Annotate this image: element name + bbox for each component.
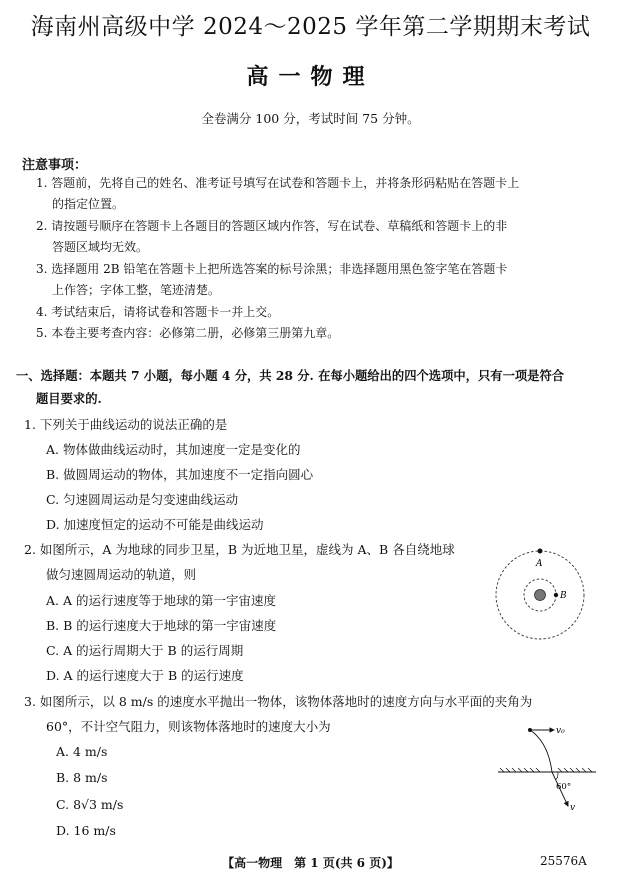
q2-option-a: A. A 的运行速度等于地球的第一宇宙速度: [46, 593, 276, 608]
label-a: A: [536, 559, 543, 569]
notice-line: 上作答；字体工整，笔迹清楚。: [52, 283, 221, 297]
notice-line: 3. 选择题用 2B 铅笔在答题卡上把所选答案的标号涂黑；非选择题用黑色签字笔在答题卡: [36, 262, 508, 276]
notice-line: 5. 本卷主要考查内容：必修第二册，必修第三册第九章。: [36, 326, 340, 340]
earth-icon: [535, 590, 546, 601]
label-v0: v₀: [556, 726, 565, 736]
q1-option-c: C. 匀速圆周运动是匀变速曲线运动: [46, 492, 239, 507]
q1-stem: 1. 下列关于曲线运动的说法正确的是: [24, 417, 228, 432]
subject-title: 高一物理: [246, 64, 375, 90]
notice-line: 2. 请按题号顺序在答题卡上各题目的答题区域内作答，写在试卷、草稿纸和答题卡上的非: [36, 219, 508, 233]
trajectory-curve: [530, 730, 552, 772]
label-b: B: [560, 591, 567, 601]
notice-line: 答题区域均无效。: [52, 240, 149, 254]
q1-option-a: A. 物体做曲线运动时，其加速度一定是变化的: [46, 442, 301, 457]
satellite-a-dot: [538, 549, 543, 554]
notice-line: 的指定位置。: [52, 197, 125, 211]
page-footer: [0, 854, 621, 871]
section-heading: 一、选择题：本题共 7 小题，每小题 4 分，共 28 分. 在每小题给出的四个选项中，只有一项是符合: [16, 368, 565, 383]
exam-title: 海南州高级中学 2024～2025 学年第二学期期末考试: [30, 14, 591, 40]
q3-option-c: C. 8√3 m/s: [56, 797, 124, 812]
projectile-figure: [496, 722, 606, 822]
q2-option-c: C. A 的运行周期大于 B 的运行周期: [46, 643, 244, 658]
label-angle: 60°: [556, 782, 572, 792]
ground-hatch: [500, 768, 592, 772]
satellite-b-dot: [554, 593, 558, 597]
exam-meta: 全卷满分 100 分，考试时间 75 分钟。: [201, 111, 420, 126]
q3-option-b: B. 8 m/s: [56, 770, 108, 785]
label-v: v: [570, 803, 576, 813]
notice-heading: 注意事项：: [22, 158, 88, 173]
q2-option-b: B. B 的运行速度大于地球的第一宇宙速度: [46, 618, 277, 633]
satellite-orbit-figure: [493, 538, 583, 658]
q3-option-a: A. 4 m/s: [56, 744, 108, 759]
paper-code: 25576A: [540, 854, 587, 868]
notice-line: 1. 答题前，先将自己的姓名、准考证号填写在试卷和答题卡上，并将条形码粘贴在答题卡上: [36, 176, 520, 190]
q2-option-d: D. A 的运行速度大于 B 的运行速度: [46, 668, 244, 683]
q3-stem: 3. 如图所示，以 8 m/s 的速度水平抛出一物体，该物体落地时的速度方向与水平面的夹角为: [24, 694, 533, 709]
notice-line: 4. 考试结束后，请将试卷和答题卡一并上交。: [36, 305, 280, 319]
footer-page-info: 【高一物理 第 1 页(共 6 页)】: [222, 856, 399, 870]
section-heading-cont: 题目要求的.: [36, 391, 102, 406]
q3-option-d: D. 16 m/s: [56, 823, 116, 838]
q2-stem-cont: 做匀速圆周运动的轨道，则: [46, 567, 197, 582]
angle-arc: [555, 772, 558, 779]
q3-stem-cont: 60°，不计空气阻力，则该物体落地时的速度大小为: [46, 719, 331, 734]
q2-stem: 2. 如图所示，A 为地球的同步卫星，B 为近地卫星，虚线为 A、B 各自绕地球: [24, 542, 455, 557]
q1-option-b: B. 做圆周运动的物体，其加速度不一定指向圆心: [46, 467, 314, 482]
q1-option-d: D. 加速度恒定的运动不可能是曲线运动: [46, 517, 264, 532]
